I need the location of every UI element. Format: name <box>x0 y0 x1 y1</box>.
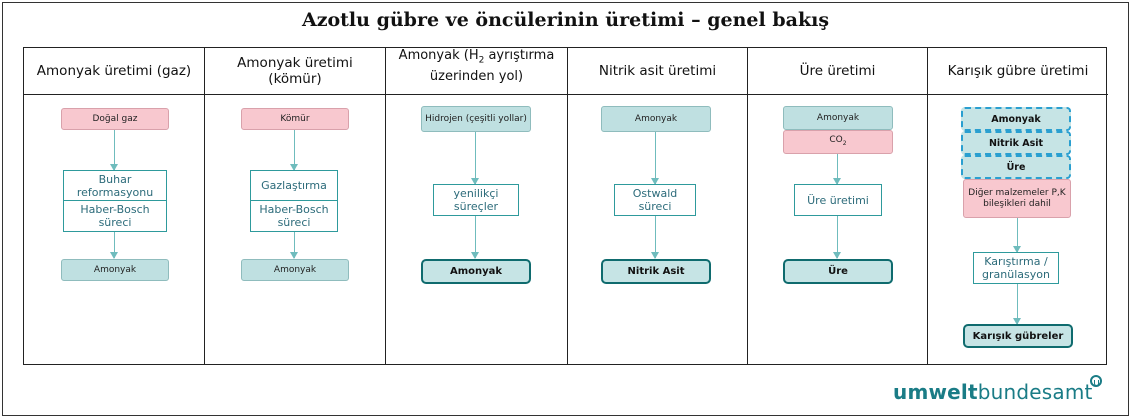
column-header-ammonia-hydrogen: Amonyak ($H_2$ ayrıştırma üzerinden yol) <box>386 48 567 95</box>
node-natural-gas: Doğal gaz <box>61 108 169 130</box>
node-ammonia-input-mixed: Amonyak <box>961 107 1071 131</box>
process-table <box>23 47 1107 365</box>
column-header-urea: Üre üretimi <box>748 48 927 95</box>
column-header-ammonia-gas: Amonyak üretimi (gaz) <box>24 48 204 95</box>
node-urea-production: Üre üretimi <box>794 184 882 216</box>
node-mixing-granulation: Karıştırma / granülasyon <box>973 252 1059 284</box>
node-mixed-fertilizers-final: Karışık gübreler <box>963 324 1073 348</box>
node-ammonia-input-urea: Amonyak <box>783 106 893 130</box>
arrow-mixing-to-mixed-fertilizers <box>1017 284 1018 324</box>
node-hydrogen: Hidrojen (çeşitli yollar) <box>421 106 531 132</box>
arrow-natural-gas-to-steam <box>114 130 115 170</box>
node-innovative-processes: yenilikçi süreçler <box>433 184 519 216</box>
arrow-coal-to-gasification <box>294 130 295 170</box>
column-header-ammonia-coal: Amonyak üretimi (kömür) <box>205 48 385 95</box>
node-haber-bosch-coal: Haber-Bosch süreci <box>250 201 338 232</box>
node-haber-bosch: Haber-Bosch süreci <box>63 201 167 232</box>
node-ammonia-final: Amonyak <box>421 259 531 284</box>
arrow-innovative-to-ammonia <box>475 216 476 258</box>
logo-u-icon <box>1090 375 1102 387</box>
column-ammonia-coal <box>205 48 386 364</box>
node-other-materials: Diğer malzemeler P,K bileşikleri dahil <box>963 179 1071 218</box>
column-header-mixed-fertilizer: Karışık gübre üretimi <box>928 48 1108 95</box>
column-header-nitric-acid: Nitrik asit üretimi <box>568 48 747 95</box>
arrow-haber-bosch-to-ammonia <box>114 232 115 258</box>
arrow-materials-to-mixing <box>1017 218 1018 252</box>
column-urea <box>748 48 928 364</box>
arrow-ostwald-to-nitric <box>655 216 656 258</box>
arrow-co2-to-urea-production <box>837 154 838 184</box>
arrow-hydrogen-to-innovative <box>475 132 476 184</box>
node-ostwald-process: Ostwald süreci <box>614 184 696 216</box>
page-title: Azotlu gübre ve öncülerinin üretimi – genel bakış <box>301 9 830 31</box>
node-coal: Kömür <box>241 108 349 130</box>
node-ammonia-output: Amonyak <box>61 259 169 281</box>
node-gasification: Gazlaştırma <box>250 170 338 201</box>
node-nitric-acid-input-mixed: Nitrik Asit <box>961 131 1071 155</box>
node-co2: $CO_2$ <box>783 130 893 154</box>
column-ammonia-gas <box>24 48 205 364</box>
node-nitric-acid-final: Nitrik Asit <box>601 259 711 284</box>
logo-rest: bundesamt <box>977 380 1093 404</box>
column-mixed-fertilizer <box>928 48 1108 364</box>
node-steam-reforming: Buhar reformasyonu <box>63 170 167 201</box>
column-ammonia-hydrogen <box>386 48 568 364</box>
logo-bold: umwelt <box>893 380 978 404</box>
arrow-urea-production-to-urea <box>837 216 838 258</box>
arrow-ammonia-to-ostwald <box>655 132 656 184</box>
node-urea-final: Üre <box>783 259 893 284</box>
node-ammonia-output-coal: Amonyak <box>241 259 349 281</box>
node-urea-input-mixed: Üre <box>961 155 1071 179</box>
umweltbundesamt-logo <box>893 380 1093 404</box>
node-ammonia-input-nitric: Amonyak <box>601 106 711 132</box>
arrow-haber-bosch-coal-to-ammonia <box>294 232 295 258</box>
column-nitric-acid <box>568 48 748 364</box>
